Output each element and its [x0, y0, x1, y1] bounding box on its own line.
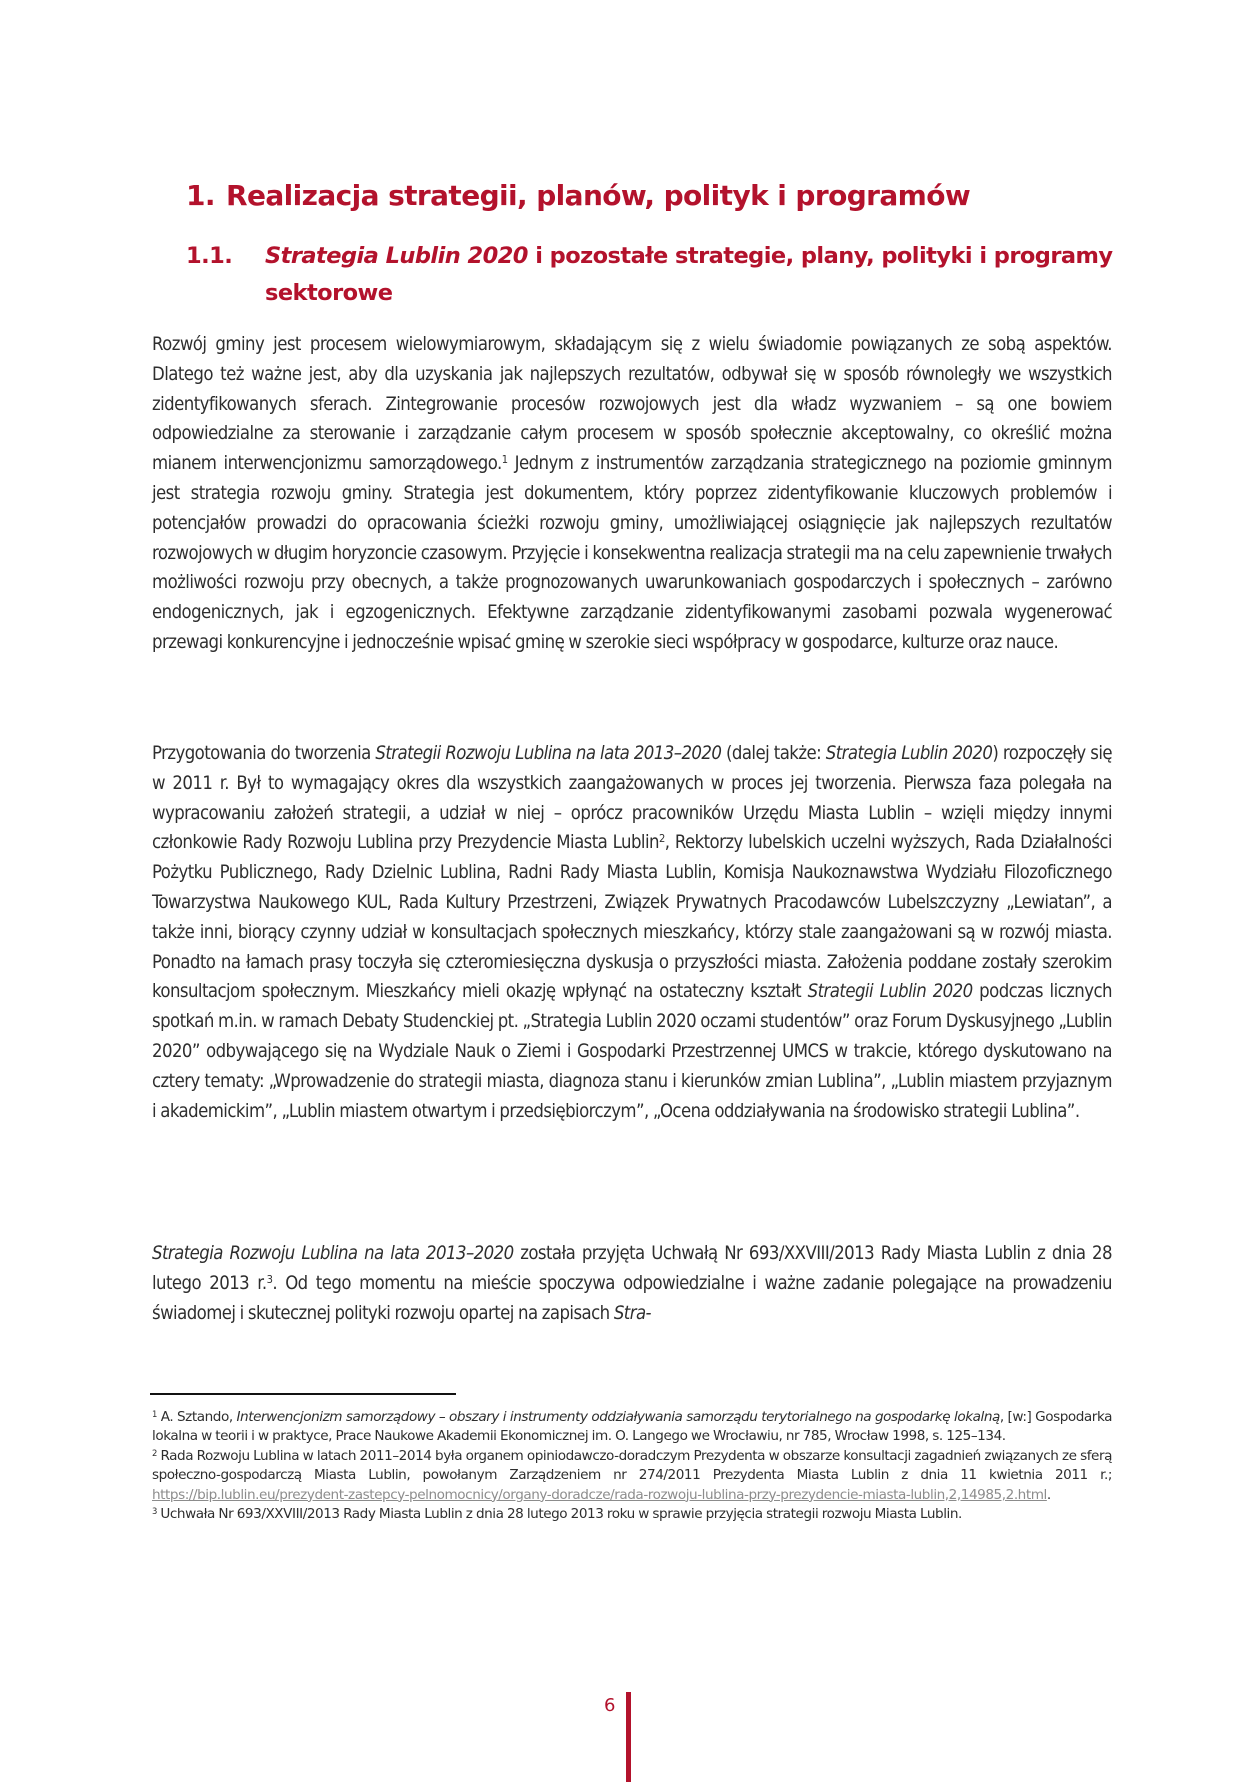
footnote-ref-1[interactable]: 1 [501, 453, 508, 467]
footnote-text: A. Sztando, [156, 1409, 237, 1425]
footnote-separator [150, 1393, 456, 1395]
document-title-italic: Strategia Rozwoju Lublina na lata 2013–2020 [152, 1243, 514, 1264]
footnote-mark: 3 [152, 1505, 157, 1516]
document-title-italic: Strategia Lublin 2020 [825, 743, 993, 764]
footnote-1 [152, 1408, 1112, 1447]
footnote-mark: 1 [152, 1408, 157, 1419]
paragraph-text: . Od tego momentu na mieście spoczywa odpowiedzialne i ważne zadanie polegające na prowadzeniu świadomej i skutecznej polityki rozwoju opartej na zapisach [152, 1272, 1112, 1324]
page-number: 6 [604, 1695, 616, 1716]
footnote-3 [152, 1505, 1112, 1524]
footnote-text: Uchwała Nr 693/XXVIII/2013 Rady Miasta Lublin z dnia 28 lutego 2013 roku w sprawie przyjęcia strategii rozwoju Miasta Lublin. [156, 1506, 962, 1523]
section-title-italic: Strategia Lublin 2020 [265, 243, 528, 269]
footnote-ref-2[interactable]: 2 [658, 832, 665, 846]
chapter-number: 1. [186, 179, 215, 212]
paragraph-text: , Rektorzy lubelskich uczelni wyższych, Rada Działalności Pożytku Publicznego, Rady Dzielnic Lublina, Radni Rady Miasta Lublin, Komisja Naukoznawstwa Wydziału Filozoficznego Towarzystwa Naukowego KUL, Rada Kultury Przestrzeni, Związek Prywatnych Pracodawców Lubelszczyzny „Lewiatan”, a także inni, biorący czynny udział w konsultacjach społecznych mieszkańcy, którzy stale zaangażowani są w rozwój miasta. Ponadto na łamach prasy toczyła się czteromiesięczna dyskusja o przyszłości miasta. Założenia poddane zostały szerokim konsultacjom społecznym. Mieszkańcy mieli okazję wpłynąć na ostateczny kształt [152, 832, 1112, 1003]
section-title-rest: i pozostałe strategie, plany, polityki i programy sektorowe [265, 243, 1113, 306]
paragraph-2 [152, 739, 1112, 1126]
document-title-italic: Stra- [613, 1302, 651, 1324]
section-heading [186, 238, 1116, 312]
footnote-text: . [1046, 1486, 1051, 1503]
paragraph-text: została przyjęta Uchwałą Nr 693/XXVIII/2013 Rady Miasta Lublin z dnia 28 lutego 2013 r. [152, 1243, 1113, 1294]
footnote-link[interactable]: https://bip.lublin.eu/prezydent-zastepcy-pelnomocnicy/organy-doradcze/rada-rozwoju-lublina-przy-prezydencie-miasta-lublin,2,14985,2.html [152, 1486, 1047, 1503]
paragraph-3 [152, 1239, 1112, 1328]
paragraph-text: Przygotowania do tworzenia [152, 743, 376, 764]
paragraph-text: (dalej także: [721, 743, 826, 764]
paragraph-text: podczas licznych spotkań m.in. w ramach Debaty Studenckiej pt. „Strategia Lublin 2020 oczami studentów” oraz Forum Dyskusyjnego „Lublin 2020” odbywającego się na Wydziale Nauk o Ziemi i Gospodarki Przestrzennej UMCS w trakcie, którego dyskutowano na cztery tematy: „Wprowadzenie do strategii miasta, diagnoza stanu i kierunków zmian Lublina”, „Lublin miastem przyjaznym i akademickim”, „Lublin miastem otwartym i przedsiębiorczym”, „Ocena oddziaływania na środowisko strategii Lublina”. [152, 981, 1112, 1122]
chapter-heading [186, 178, 970, 214]
page-accent-bar [626, 1692, 631, 1782]
paragraph-text: ) rozpoczęły się w 2011 r. Był to wymagający okres dla wszystkich zaangażowanych w proces jej tworzenia. Pierwsza faza polegała na wypracowaniu założeń strategii, a udział w niej – oprócz pracowników Urzędu Miasta Lublin – wzięli między innymi członkowie Rady Rozwoju Lublina przy Prezydencie Miasta Lublin [152, 743, 1113, 854]
paragraph-1 [152, 330, 1112, 658]
document-title-italic: Strategii Rozwoju Lublina na lata 2013–2020 [375, 743, 722, 764]
section-number: 1.1. [186, 243, 233, 269]
footnote-mark: 2 [152, 1447, 157, 1458]
footnote-title-italic: Interwencjonizm samorządowy – obszary i instrumenty oddziaływania samorządu terytorialnego na gospodarkę lokalną [236, 1409, 1000, 1425]
footnotes [152, 1408, 1112, 1524]
footnote-text: Rada Rozwoju Lublina w latach 2011–2014 była organem opiniodawczo-doradczym Prezydenta w obszarze konsultacji zagadnień związanych ze sferą społeczno-gospodarczą Miasta Lublin, powołanym Zarządzeniem nr 274/2011 Prezydenta Miasta Lublin z dnia 11 kwietnia 2011 r.; [152, 1447, 1112, 1484]
paragraph-text: Jednym z instrumentów zarządzania strategicznego na poziomie gminnym jest strategia rozwoju gminy. Strategia jest dokumentem, który poprzez zidentyfikowanie kluczowych problemów i potencjałów prowadzi do opracowania ścieżki rozwoju gminy, umożliwiającej osiągnięcie jak najlepszych rezultatów rozwojowych w długim horyzoncie czasowym. Przyjęcie i konsekwentna realizacja strategii ma na celu zapewnienie trwałych możliwości rozwoju przy obecnych, a także prognozowanych uwarunkowaniach gospodarczych i społecznych – zarówno endogenicznych, jak i egzogenicznych. Efektywne zarządzanie zidentyfikowanymi zasobami pozwala wygenerować przewagi konkurencyjne i jednocześnie wpisać gminę w szerokie sieci współpracy w gospodarce, kulturze oraz nauce. [152, 453, 1112, 653]
paragraph-text: Rozwój gminy jest procesem wielowymiarowym, składającym się z wielu świadomie powiązanych ze sobą aspektów. Dlatego też ważne jest, aby dla uzyskania jak najlepszych rezultatów, odbywał się w sposób równoległy we wszystkich zidentyfikowanych sferach. Zintegrowanie procesów rozwojowych jest dla władz wyzwaniem – są one bowiem odpowiedzialne za sterowanie i zarządzanie całym procesem w sposób społecznie akceptowalny, co określić można mianem interwencjonizmu samorządowego. [152, 334, 1112, 475]
footnote-2 [152, 1447, 1112, 1505]
chapter-title: Realizacja strategii, planów, polityk i programów [226, 179, 971, 212]
section-title [265, 238, 1116, 312]
footnote-ref-3[interactable]: 3 [266, 1272, 273, 1286]
footnote-text: , [w:] Gospodarka lokalna w teorii i w praktyce, Prace Naukowe Akademii Ekonomicznej im. O. Langego we Wrocławiu, nr 785, Wrocław 1998, s. 125–134. [152, 1409, 1113, 1445]
document-title-italic: Strategii Lublin 2020 [807, 981, 973, 1003]
